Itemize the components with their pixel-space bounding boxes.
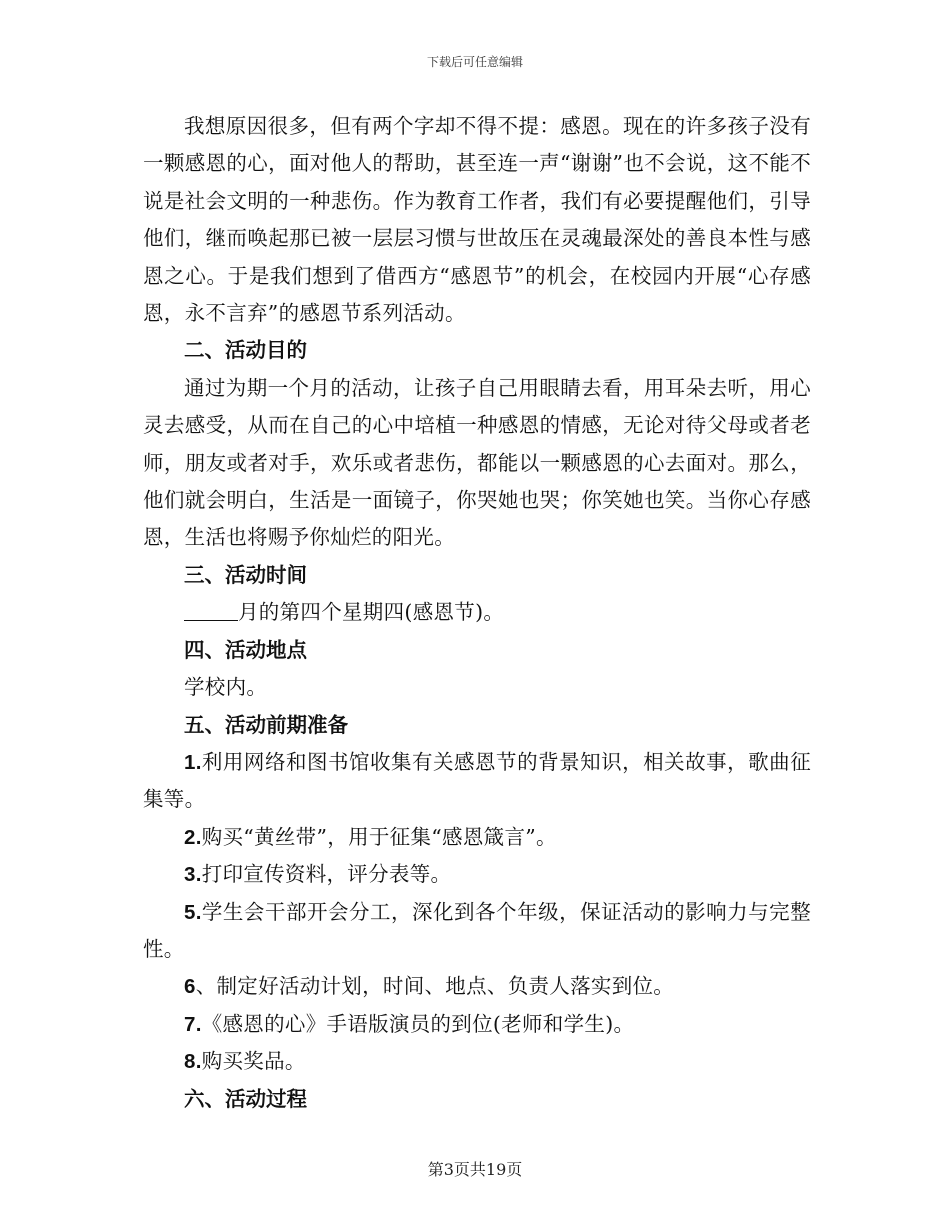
list-item (143, 1006, 811, 1043)
list-item-number: 1. (184, 750, 202, 774)
list-item (143, 968, 811, 1005)
blank-line (184, 600, 238, 622)
page-footer: 第3页共19页 (427, 1160, 523, 1179)
list-item-text: 《感恩的心》手语版演员的到位(老师和学生)。 (201, 1011, 635, 1036)
section-heading-preparation: 五、活动前期准备 (184, 712, 348, 737)
section-heading-process: 六、活动过程 (184, 1086, 307, 1111)
list-item-number: 8. (184, 1050, 202, 1074)
time-paragraph (143, 594, 811, 631)
page-content (143, 108, 811, 1118)
list-item-number: 5. (184, 900, 202, 924)
intro-paragraph: 我想原因很多，但有两个字却不得不提：感恩。现在的许多孩子没有一颗感恩的心，面对他人的帮助，甚至连一声“谢谢”也不会说，这不能不说是社会文明的一种悲伤。作为教育工作者，我们有必要提醒他们，引导他们，继而唤起那已被一层层习惯与世故压在灵魂最深处的善良本性与感恩之心。于是我们想到了借西方“感恩节”的机会，在校园内开展“心存感恩，永不言弃”的感恩节系列活动。 (143, 114, 811, 326)
list-item-number: 2. (184, 825, 202, 849)
purpose-paragraph: 通过为期一个月的活动，让孩子自己用眼睛去看，用耳朵去听，用心灵去感受，从而在自己的心中培植一种感恩的情感，无论对待父母或者老师，朋友或者对手，欢乐或者悲伤，都能以一颗感恩的心去面对。那么，他们就会明白，生活是一面镜子，你哭她也哭；你笑她也笑。当你心存感恩，生活也将赐予你灿烂的阳光。 (143, 375, 811, 550)
list-item-text: 购买奖品。 (201, 1049, 306, 1074)
list-item-text: 学生会干部开会分工，深化到各个年级，保证活动的影响力与完整性。 (143, 899, 811, 961)
list-item-number: 7. (184, 1012, 202, 1036)
list-item (143, 894, 811, 969)
section-heading-purpose: 二、活动目的 (184, 338, 307, 363)
section-heading-location: 四、活动地点 (184, 637, 307, 662)
list-item-text: 利用网络和图书馆收集有关感恩节的背景知识，相关故事，歌曲征集等。 (143, 749, 811, 812)
list-item (143, 819, 811, 856)
list-item-text: 打印宣传资料，评分表等。 (201, 862, 452, 887)
location-paragraph: 学校内。 (184, 675, 268, 700)
list-item-number: 6 (184, 975, 196, 999)
list-item (143, 1043, 811, 1080)
page-header: 下载后可任意编辑 (426, 55, 523, 69)
section-heading-time: 三、活动时间 (184, 562, 307, 587)
list-item-number: 3. (184, 863, 202, 887)
list-item-text: 、制定好活动计划，时间、地点、负责人落实到位。 (195, 974, 675, 999)
list-item-text: 购买“黄丝带”，用于征集“感恩箴言”。 (201, 824, 557, 849)
list-item (143, 856, 811, 893)
time-text: 月的第四个星期四(感恩节)。 (238, 600, 505, 625)
list-item (143, 744, 811, 819)
